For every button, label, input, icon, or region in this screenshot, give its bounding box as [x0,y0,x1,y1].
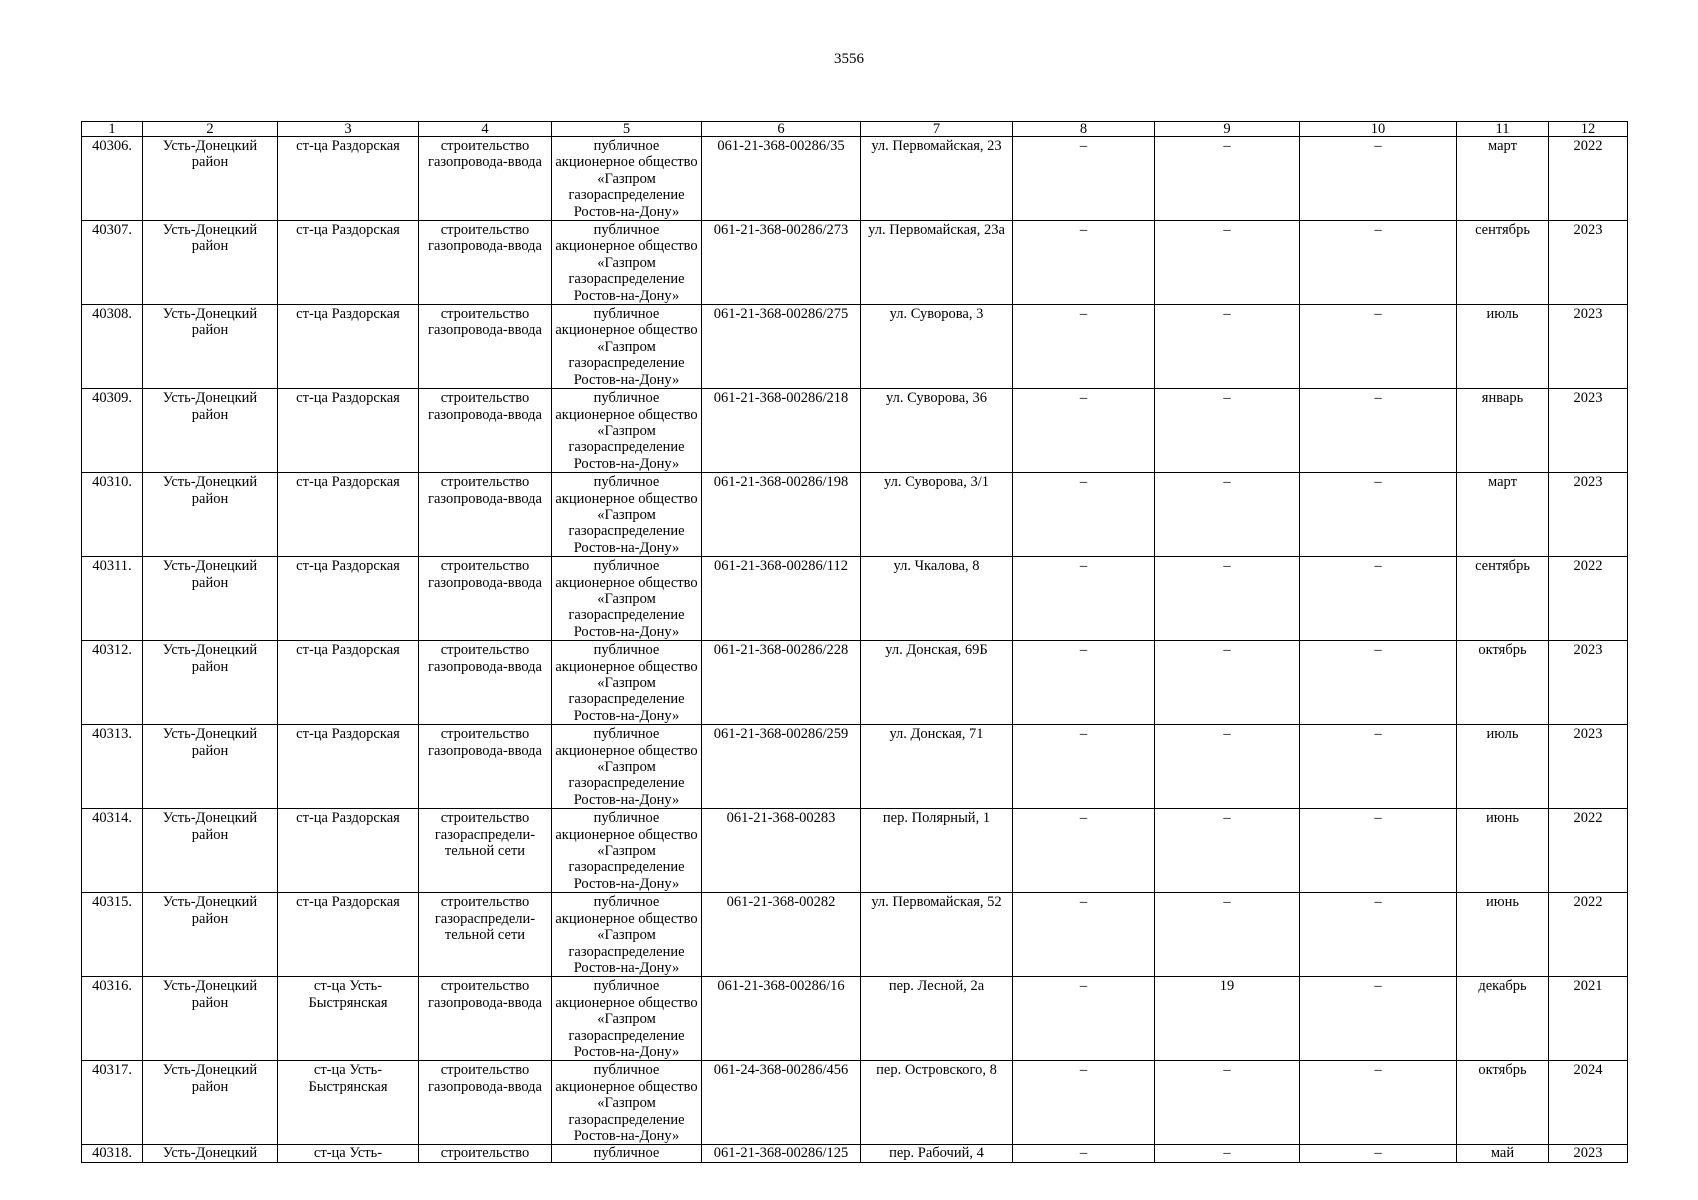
column-9-cell: – [1155,725,1300,809]
row-number-cell: 40309. [82,389,143,473]
settlement-cell: ст-ца Раздорская [278,389,419,473]
work-type-cell: строительство газопровода-ввода [419,977,552,1061]
address-cell: пер. Лесной, 2а [861,977,1013,1061]
year-cell: 2023 [1549,725,1628,809]
district-cell: Усть-Донецкий район [143,809,278,893]
row-number-cell: 40318. [82,1145,143,1162]
district-cell: Усть-Донецкий район [143,725,278,809]
project-code-cell: 061-21-368-00286/112 [702,557,861,641]
month-cell: сентябрь [1457,221,1549,305]
settlement-cell: ст-ца Раздорская [278,893,419,977]
address-cell: пер. Островского, 8 [861,1061,1013,1145]
month-cell: июль [1457,305,1549,389]
district-cell: Усть-Донецкий район [143,137,278,221]
column-8-cell: – [1013,1061,1155,1145]
year-cell: 2023 [1549,641,1628,725]
column-8-cell: – [1013,305,1155,389]
gas-works-table-container [81,121,1627,1162]
table-row [82,305,1628,389]
year-cell: 2021 [1549,977,1628,1061]
row-number-cell: 40311. [82,557,143,641]
column-10-cell: – [1300,389,1457,473]
project-code-cell: 061-21-368-00283 [702,809,861,893]
owner-cell: публичное акционерное общество «Газпром газораспределение Ростов-на-Дону» [552,809,702,893]
project-code-cell: 061-21-368-00286/228 [702,641,861,725]
row-number-cell: 40313. [82,725,143,809]
month-cell: июнь [1457,893,1549,977]
work-type-cell: строительство газопровода-ввода [419,557,552,641]
year-cell: 2023 [1549,473,1628,557]
work-type-cell: строительство газораспредели-тельной сети [419,809,552,893]
column-number-2: 2 [143,122,278,137]
column-10-cell: – [1300,893,1457,977]
table-row [82,1061,1628,1145]
row-number-cell: 40314. [82,809,143,893]
work-type-cell: строительство газопровода-ввода [419,305,552,389]
row-number-cell: 40316. [82,977,143,1061]
project-code-cell: 061-21-368-00286/16 [702,977,861,1061]
address-cell: пер. Рабочий, 4 [861,1145,1013,1162]
column-8-cell: – [1013,1145,1155,1162]
address-cell: ул. Чкалова, 8 [861,557,1013,641]
column-9-cell: – [1155,221,1300,305]
project-code-cell: 061-21-368-00286/273 [702,221,861,305]
column-10-cell: – [1300,809,1457,893]
column-10-cell: – [1300,557,1457,641]
column-number-10: 10 [1300,122,1457,137]
address-cell: ул. Суворова, 3 [861,305,1013,389]
district-cell: Усть-Донецкий район [143,557,278,641]
work-type-cell: строительство [419,1145,552,1162]
settlement-cell: ст-ца Усть-Быстрянская [278,1061,419,1145]
year-cell: 2023 [1549,389,1628,473]
year-cell: 2022 [1549,137,1628,221]
column-9-cell: – [1155,473,1300,557]
column-9-cell: – [1155,389,1300,473]
project-code-cell: 061-21-368-00286/35 [702,137,861,221]
column-number-7: 7 [861,122,1013,137]
address-cell: ул. Суворова, 3/1 [861,473,1013,557]
year-cell: 2023 [1549,221,1628,305]
district-cell: Усть-Донецкий район [143,641,278,725]
column-10-cell: – [1300,1145,1457,1162]
column-9-cell: 19 [1155,977,1300,1061]
column-9-cell: – [1155,137,1300,221]
owner-cell: публичное акционерное общество «Газпром газораспределение Ростов-на-Дону» [552,557,702,641]
settlement-cell: ст-ца Раздорская [278,809,419,893]
owner-cell: публичное акционерное общество «Газпром газораспределение Ростов-на-Дону» [552,893,702,977]
work-type-cell: строительство газопровода-ввода [419,221,552,305]
year-cell: 2023 [1549,305,1628,389]
project-code-cell: 061-21-368-00286/125 [702,1145,861,1162]
column-8-cell: – [1013,137,1155,221]
district-cell: Усть-Донецкий район [143,893,278,977]
settlement-cell: ст-ца Раздорская [278,137,419,221]
column-10-cell: – [1300,977,1457,1061]
column-number-9: 9 [1155,122,1300,137]
district-cell: Усть-Донецкий район [143,1061,278,1145]
settlement-cell: ст-ца Раздорская [278,725,419,809]
owner-cell: публичное акционерное общество «Газпром газораспределение Ростов-на-Дону» [552,137,702,221]
column-10-cell: – [1300,641,1457,725]
district-cell: Усть-Донецкий район [143,221,278,305]
settlement-cell: ст-ца Усть-Быстрянская [278,977,419,1061]
table-row [82,641,1628,725]
owner-cell: публичное акционерное общество «Газпром газораспределение Ростов-на-Дону» [552,389,702,473]
district-cell: Усть-Донецкий район [143,305,278,389]
row-number-cell: 40315. [82,893,143,977]
month-cell: сентябрь [1457,557,1549,641]
column-number-row [82,122,1628,137]
column-number-4: 4 [419,122,552,137]
table-body [82,137,1628,1163]
column-8-cell: – [1013,389,1155,473]
row-number-cell: 40317. [82,1061,143,1145]
column-number-3: 3 [278,122,419,137]
row-number-cell: 40310. [82,473,143,557]
table-row [82,137,1628,221]
column-9-cell: – [1155,1145,1300,1162]
column-number-1: 1 [82,122,143,137]
column-9-cell: – [1155,557,1300,641]
settlement-cell: ст-ца Раздорская [278,557,419,641]
column-9-cell: – [1155,641,1300,725]
district-cell: Усть-Донецкий район [143,473,278,557]
address-cell: ул. Донская, 69Б [861,641,1013,725]
table-row [82,389,1628,473]
table-row [82,557,1628,641]
work-type-cell: строительство газопровода-ввода [419,473,552,557]
owner-cell: публичное акционерное общество «Газпром газораспределение Ростов-на-Дону» [552,725,702,809]
work-type-cell: строительство газопровода-ввода [419,641,552,725]
row-number-cell: 40307. [82,221,143,305]
month-cell: октябрь [1457,1061,1549,1145]
month-cell: июль [1457,725,1549,809]
work-type-cell: строительство газораспредели-тельной сети [419,893,552,977]
column-number-6: 6 [702,122,861,137]
table-row [82,473,1628,557]
settlement-cell: ст-ца Раздорская [278,641,419,725]
column-number-12: 12 [1549,122,1628,137]
month-cell: март [1457,137,1549,221]
owner-cell: публичное [552,1145,702,1162]
page-number: 3556 [834,51,864,67]
column-9-cell: – [1155,305,1300,389]
work-type-cell: строительство газопровода-ввода [419,137,552,221]
month-cell: март [1457,473,1549,557]
settlement-cell: ст-ца Раздорская [278,305,419,389]
column-8-cell: – [1013,977,1155,1061]
month-cell: декабрь [1457,977,1549,1061]
month-cell: октябрь [1457,641,1549,725]
year-cell: 2022 [1549,893,1628,977]
column-number-11: 11 [1457,122,1549,137]
column-10-cell: – [1300,137,1457,221]
owner-cell: публичное акционерное общество «Газпром газораспределение Ростов-на-Дону» [552,641,702,725]
project-code-cell: 061-21-368-00286/218 [702,389,861,473]
work-type-cell: строительство газопровода-ввода [419,1061,552,1145]
year-cell: 2022 [1549,557,1628,641]
owner-cell: публичное акционерное общество «Газпром газораспределение Ростов-на-Дону» [552,977,702,1061]
owner-cell: публичное акционерное общество «Газпром газораспределение Ростов-на-Дону» [552,1061,702,1145]
project-code-cell: 061-21-368-00286/259 [702,725,861,809]
column-10-cell: – [1300,305,1457,389]
address-cell: ул. Суворова, 36 [861,389,1013,473]
table-row [82,893,1628,977]
column-10-cell: – [1300,1061,1457,1145]
column-9-cell: – [1155,893,1300,977]
column-8-cell: – [1013,221,1155,305]
address-cell: ул. Первомайская, 52 [861,893,1013,977]
table-row [82,977,1628,1061]
year-cell: 2022 [1549,809,1628,893]
column-8-cell: – [1013,641,1155,725]
gas-works-table [81,121,1628,1163]
year-cell: 2023 [1549,1145,1628,1162]
column-10-cell: – [1300,221,1457,305]
row-number-cell: 40308. [82,305,143,389]
settlement-cell: ст-ца Раздорская [278,473,419,557]
year-cell: 2024 [1549,1061,1628,1145]
column-8-cell: – [1013,893,1155,977]
month-cell: январь [1457,389,1549,473]
column-8-cell: – [1013,557,1155,641]
row-number-cell: 40312. [82,641,143,725]
settlement-cell: ст-ца Раздорская [278,221,419,305]
address-cell: ул. Первомайская, 23 [861,137,1013,221]
work-type-cell: строительство газопровода-ввода [419,389,552,473]
month-cell: июнь [1457,809,1549,893]
table-row [82,809,1628,893]
column-9-cell: – [1155,809,1300,893]
address-cell: ул. Первомайская, 23а [861,221,1013,305]
column-number-8: 8 [1013,122,1155,137]
table-row [82,221,1628,305]
project-code-cell: 061-24-368-00286/456 [702,1061,861,1145]
table-row [82,725,1628,809]
column-10-cell: – [1300,473,1457,557]
owner-cell: публичное акционерное общество «Газпром газораспределение Ростов-на-Дону» [552,221,702,305]
project-code-cell: 061-21-368-00282 [702,893,861,977]
address-cell: пер. Полярный, 1 [861,809,1013,893]
table-row [82,1145,1628,1162]
month-cell: май [1457,1145,1549,1162]
column-8-cell: – [1013,473,1155,557]
owner-cell: публичное акционерное общество «Газпром газораспределение Ростов-на-Дону» [552,305,702,389]
district-cell: Усть-Донецкий район [143,977,278,1061]
work-type-cell: строительство газопровода-ввода [419,725,552,809]
district-cell: Усть-Донецкий район [143,389,278,473]
project-code-cell: 061-21-368-00286/198 [702,473,861,557]
project-code-cell: 061-21-368-00286/275 [702,305,861,389]
column-10-cell: – [1300,725,1457,809]
column-9-cell: – [1155,1061,1300,1145]
district-cell: Усть-Донецкий [143,1145,278,1162]
column-number-5: 5 [552,122,702,137]
address-cell: ул. Донская, 71 [861,725,1013,809]
owner-cell: публичное акционерное общество «Газпром газораспределение Ростов-на-Дону» [552,473,702,557]
settlement-cell: ст-ца Усть- [278,1145,419,1162]
column-8-cell: – [1013,725,1155,809]
column-8-cell: – [1013,809,1155,893]
table-header [82,122,1628,137]
row-number-cell: 40306. [82,137,143,221]
